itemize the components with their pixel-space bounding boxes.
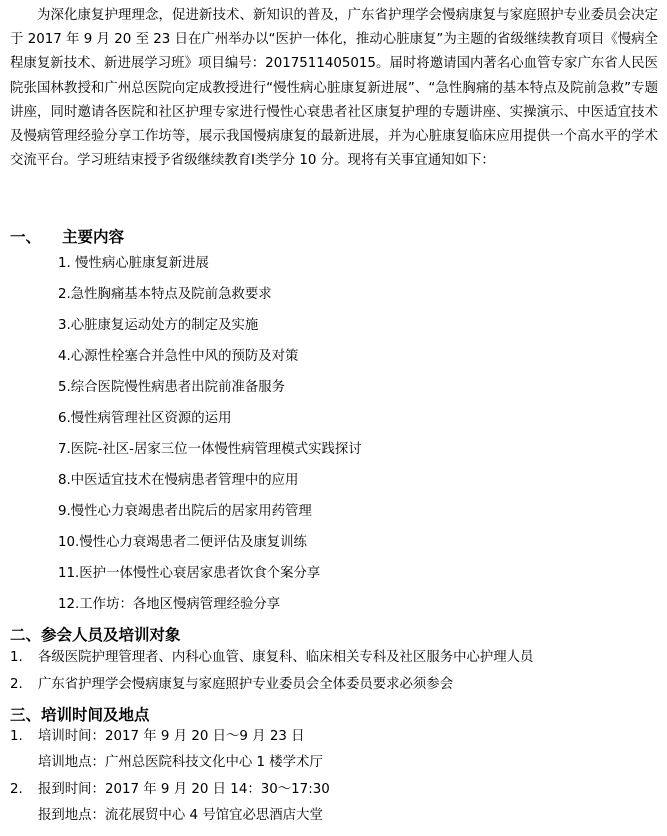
content-item-9: 9.慢性心力衰竭患者出院后的居家用药管理 [58,504,312,519]
content-item-7: 7.医院-社区-居家三位一体慢性病管理模式实践探讨 [58,442,362,457]
item-text: 各级医院护理管理者、内科心血管、康复科、临床相关专科及社区服务中心护理人员 [38,650,534,665]
item-number: 2. [10,677,23,692]
section-heading-time-location: 三、培训时间及地点 [10,706,150,724]
item-number: 2. [10,782,23,797]
registration-location: 报到地点：流花展贸中心 4 号馆宜必思酒店大堂 [38,808,323,823]
content-item-11: 11.医护一体慢性心衰居家患者饮食个案分享 [58,566,321,581]
participant-item-1 [10,648,533,668]
training-time: 培训时间：2017 年 9 月 20 日～9 月 23 日 [38,729,305,744]
schedule-item-2 [10,780,330,800]
content-item-12: 12.工作坊：各地区慢病管理经验分享 [58,597,281,612]
section-heading-main-content [10,226,124,248]
content-item-1: 1. 慢性病心脏康复新进展 [58,256,209,271]
content-item-5: 5.综合医院慢性病患者出院前准备服务 [58,380,286,395]
content-item-6: 6.慢性病管理社区资源的运用 [58,411,232,426]
content-item-3: 3.心脏康复运动处方的制定及实施 [58,318,259,333]
item-number: 1. [10,650,23,665]
section-number: 一、 [10,228,42,246]
participant-item-2 [10,675,453,695]
content-item-2: 2.急性胸痛基本特点及院前急救要求 [58,287,272,302]
content-item-8: 8.中医适宜技术在慢病患者管理中的应用 [58,473,299,488]
section-heading-participants: 二、参会人员及培训对象 [10,626,181,644]
section-title: 主要内容 [62,228,125,246]
schedule-item-1 [10,727,305,747]
content-item-10: 10.慢性心力衰竭患者二便评估及康复训练 [58,535,307,550]
registration-time: 报到时间：2017 年 9 月 20 日 14：30～17:30 [38,782,330,797]
content-item-4: 4.心源性栓塞合并急性中风的预防及对策 [58,349,299,364]
training-location: 培训地点：广州总医院科技文化中心 1 楼学术厅 [38,755,323,770]
intro-paragraph: 为深化康复护理理念，促进新技术、新知识的普及，广东省护理学会慢病康复与家庭照护专业委员会决定于 2017 年 9 月 20 至 23 日在广州举办以“医护一体化，推动心脏康复”为主题的省级继续教育项目《慢病全程康复新技术、新进展学习班》项目编号：2017511405015。届时将邀请国内著名心血管专家广东省人民医院张国林教授和广州总医院向定成教授进行“慢性病心脏康复新进展”、“急性胸痛的基本特点及院前急救”专题讲座，同时邀请各医院和社区护理专家进行慢性心衰患者社区康复护理的专题讲座、实操演示、中医适宜技术及慢病管理经验分享工作坊等，展示我国慢病康复的最新进展，并为心脏康复临床应用提供一个高水平的学术交流平台。学习班结束授予省级继续教育Ⅰ类学分 10 分。现将有关事宜通知如下： [10,8,658,169]
item-number: 1. [10,729,23,744]
item-text: 广东省护理学会慢病康复与家庭照护专业委员会全体委员要求必须参会 [38,677,454,692]
